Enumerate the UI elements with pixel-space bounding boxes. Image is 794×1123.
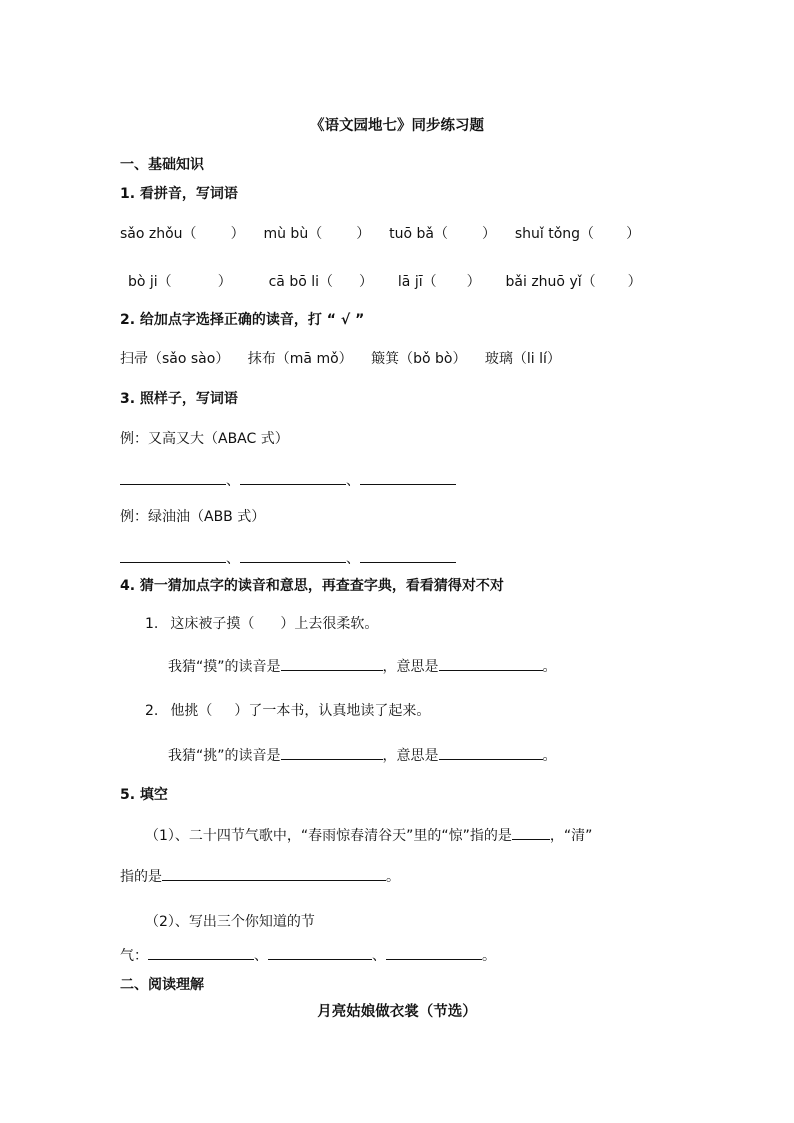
section-heading-basics: 一、基础知识 — [120, 157, 204, 173]
fill-text: （1）、二十四节气歌中，“春雨惊春清谷天”里的“惊”指的是 — [145, 828, 512, 844]
question-3-heading: 3. 照样子，写词语 — [120, 391, 238, 407]
question-5-heading: 5. 填空 — [120, 787, 168, 803]
paren-close: ） — [481, 226, 496, 242]
fill-1-line-2 — [120, 866, 400, 887]
separator: 、 — [346, 551, 360, 567]
question-2-heading: 2. 给加点字选择正确的读音，打 “ √ ” — [120, 312, 365, 328]
separator: 、 — [372, 948, 386, 964]
example-abb: 例：绿油油（ABB 式） — [120, 509, 266, 525]
guess-text: ，意思是 — [382, 748, 439, 764]
paren-close: ） — [466, 274, 481, 290]
meaning-blank[interactable] — [439, 656, 543, 671]
paren-close: ） — [217, 274, 232, 290]
option-item: 扫帚（sǎo sào） — [120, 351, 230, 367]
sentence-part: ）上去很柔软。 — [280, 616, 379, 632]
guess-text: 。 — [542, 748, 557, 764]
fill-2-line-1: （2）、写出三个你知道的节 — [145, 914, 315, 930]
option-item: 玻璃（li lí） — [484, 351, 561, 367]
answer-blank[interactable] — [360, 470, 456, 485]
pinyin-item: mù bù（ — [263, 226, 323, 242]
item-number: 2. — [145, 703, 159, 719]
sentence-part: 他挑（ — [170, 703, 213, 719]
answer-blank[interactable] — [240, 470, 346, 485]
meaning-blank[interactable] — [439, 745, 543, 760]
answer-blank[interactable] — [240, 548, 346, 563]
answer-blank[interactable] — [120, 548, 226, 563]
guess-text: ，意思是 — [382, 659, 439, 675]
pinyin-item: bǎi zhuō yǐ（ — [505, 274, 596, 290]
reading-title: 月亮姑娘做衣裳（节选） — [317, 1004, 477, 1020]
sentence-part: ）了一本书，认真地读了起来。 — [234, 703, 431, 719]
pronunciation-blank[interactable] — [281, 745, 383, 760]
separator: 、 — [254, 948, 268, 964]
fill-1-line-1 — [145, 825, 592, 846]
paren-close: ） — [356, 226, 371, 242]
fill-text: 。 — [386, 869, 400, 885]
example-abac: 例：又高又大（ABAC 式） — [120, 431, 289, 447]
guess-line-1 — [168, 656, 557, 677]
fill-text: ，“清” — [549, 828, 593, 844]
guess-text: 。 — [542, 659, 557, 675]
fill-blank[interactable] — [512, 825, 550, 840]
paren-close: ） — [627, 274, 642, 290]
question-4-item-1 — [145, 614, 378, 634]
separator: 、 — [226, 473, 240, 489]
pinyin-row-1 — [120, 224, 640, 244]
question-4-heading: 4. 猜一猜加点字的读音和意思，再查查字典，看看猜得对不对 — [120, 578, 504, 594]
separator: 、 — [226, 551, 240, 567]
answer-blank[interactable] — [120, 470, 226, 485]
paren-close: ） — [359, 274, 374, 290]
guess-text: 我猜“摸”的读音是 — [168, 659, 281, 675]
pinyin-item: shuǐ tǒng（ — [514, 226, 595, 242]
paren-close: ） — [230, 226, 245, 242]
fill-blank[interactable] — [162, 866, 386, 881]
sentence-part: 这床被子摸（ — [170, 616, 255, 632]
pinyin-item: cā bō li（ — [268, 274, 334, 290]
question-1-heading: 1. 看拼音，写词语 — [120, 186, 238, 202]
item-number: 1. — [145, 616, 159, 632]
pinyin-item: sǎo zhǒu（ — [120, 226, 197, 242]
option-item: 抹布（mā mǒ） — [247, 351, 353, 367]
guess-line-2 — [168, 745, 557, 766]
answer-row-abb — [120, 548, 456, 569]
pronunciation-blank[interactable] — [281, 656, 383, 671]
pinyin-item: bò ji（ — [128, 274, 172, 290]
fill-text: 气： — [120, 948, 148, 964]
pinyin-item: lā jī（ — [397, 274, 437, 290]
paren-close: ） — [626, 226, 641, 242]
guess-text: 我猜“挑”的读音是 — [168, 748, 281, 764]
fill-text: 。 — [482, 948, 496, 964]
pinyin-item: tuō bǎ（ — [389, 226, 448, 242]
pinyin-row-2 — [128, 272, 642, 292]
answer-blank[interactable] — [360, 548, 456, 563]
page-title: 《语文园地七》同步练习题 — [310, 118, 484, 134]
fill-2-line-2 — [120, 945, 496, 966]
section-heading-reading: 二、阅读理解 — [120, 977, 204, 993]
fill-blank[interactable] — [268, 945, 372, 960]
answer-row-abac — [120, 470, 456, 491]
fill-blank[interactable] — [386, 945, 482, 960]
separator: 、 — [346, 473, 360, 489]
pronunciation-options — [120, 349, 561, 369]
option-item: 簸箕（bǒ bò） — [371, 351, 467, 367]
fill-text: 指的是 — [120, 869, 162, 885]
question-4-item-2 — [145, 701, 430, 721]
fill-blank[interactable] — [148, 945, 254, 960]
